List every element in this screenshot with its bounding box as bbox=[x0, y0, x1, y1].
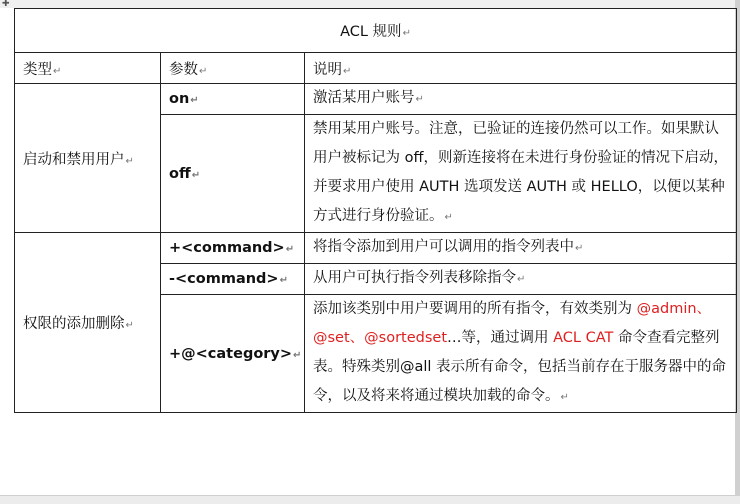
page-bottom-strip bbox=[0, 495, 740, 504]
type-cell-permissions[interactable] bbox=[15, 233, 161, 413]
desc-run: 命令查看完整列表。特殊类别@all 表示所有命令，包括当前存在于服务器中的命令，以及将来将通过模块加载的命令。 bbox=[313, 330, 727, 404]
desc-text bbox=[313, 90, 415, 106]
desc-cell-remove-command[interactable] bbox=[305, 264, 737, 295]
type-label: 权限的添加删除 bbox=[23, 316, 125, 332]
paragraph-mark-icon: ↵ bbox=[575, 243, 584, 254]
header-desc: 说明 bbox=[313, 61, 342, 78]
acl-rules-table bbox=[14, 8, 737, 413]
param-label: +@<category> bbox=[169, 345, 293, 362]
header-type: 类型 bbox=[23, 61, 52, 78]
paragraph-mark-icon: ↵ bbox=[190, 95, 199, 106]
paragraph-mark-icon: ↵ bbox=[125, 320, 134, 331]
paragraph-mark-icon: ↵ bbox=[402, 28, 411, 39]
desc-run: 添加该类别中用户要调用的所有指令，有效类别为 bbox=[313, 301, 637, 317]
param-cell-add-category[interactable] bbox=[161, 295, 305, 413]
param-cell-off[interactable] bbox=[161, 115, 305, 233]
header-type-cell[interactable] bbox=[15, 53, 161, 84]
desc-run: 激活某用户账号 bbox=[313, 90, 415, 106]
paragraph-mark-icon: ↵ bbox=[293, 349, 302, 361]
param-label: off bbox=[169, 165, 191, 182]
highlighted-text: @admin、@set、@sortedset bbox=[313, 301, 712, 346]
table-title-cell[interactable] bbox=[15, 9, 737, 53]
highlighted-text: ACL CAT bbox=[553, 330, 614, 346]
desc-cell-on[interactable] bbox=[305, 84, 737, 115]
header-param: 参数 bbox=[169, 61, 198, 78]
param-cell-on[interactable] bbox=[161, 84, 305, 115]
paragraph-mark-icon: ↵ bbox=[199, 65, 208, 77]
param-cell-remove-command[interactable] bbox=[161, 264, 305, 295]
desc-run: 从用户可执行指令列表移除指令 bbox=[313, 270, 516, 286]
param-label: +<command> bbox=[169, 240, 285, 256]
desc-run: 将指令添加到用户可以调用的指令列表中 bbox=[313, 239, 574, 255]
paragraph-mark-icon: ↵ bbox=[191, 169, 201, 181]
table-title: ACL 规则 bbox=[340, 24, 402, 40]
paragraph-mark-icon: ↵ bbox=[279, 275, 288, 286]
desc-text bbox=[313, 301, 726, 404]
desc-cell-add-command[interactable] bbox=[305, 233, 737, 264]
type-label: 启动和禁用用户 bbox=[23, 151, 125, 168]
paragraph-mark-icon: ↵ bbox=[444, 212, 453, 223]
header-param-cell[interactable] bbox=[161, 53, 305, 84]
desc-run: 禁用某用户账号。注意，已验证的连接仍然可以工作。如果默认用户被标记为 off，则新连接将在未进行身份验证的情况下启动，并要求用户使用 AUTH 选项发送 AUTH 或 HELLO，以便以某种方式进行身份验证。 bbox=[313, 121, 728, 224]
table-anchor-icon[interactable]: ✚ bbox=[2, 0, 10, 9]
desc-cell-off[interactable] bbox=[305, 115, 737, 233]
paragraph-mark-icon: ↵ bbox=[343, 65, 352, 77]
type-cell-enable-disable[interactable] bbox=[15, 84, 161, 233]
desc-cell-add-category[interactable] bbox=[305, 295, 737, 413]
param-cell-add-command[interactable] bbox=[161, 233, 305, 264]
paragraph-mark-icon: ↵ bbox=[53, 65, 62, 77]
header-desc-cell[interactable] bbox=[305, 53, 737, 84]
page-top-strip bbox=[0, 0, 740, 8]
paragraph-mark-icon: ↵ bbox=[285, 244, 295, 255]
param-label: -<command> bbox=[169, 271, 279, 287]
param-label: on bbox=[169, 91, 190, 107]
paragraph-mark-icon: ↵ bbox=[125, 155, 134, 167]
paragraph-mark-icon: ↵ bbox=[415, 94, 424, 105]
paragraph-mark-icon: ↵ bbox=[517, 274, 526, 285]
desc-run: …等，通过调用 bbox=[447, 330, 554, 346]
desc-text bbox=[313, 121, 728, 224]
desc-text bbox=[313, 270, 516, 286]
desc-text bbox=[313, 239, 574, 255]
paragraph-mark-icon: ↵ bbox=[560, 392, 569, 403]
